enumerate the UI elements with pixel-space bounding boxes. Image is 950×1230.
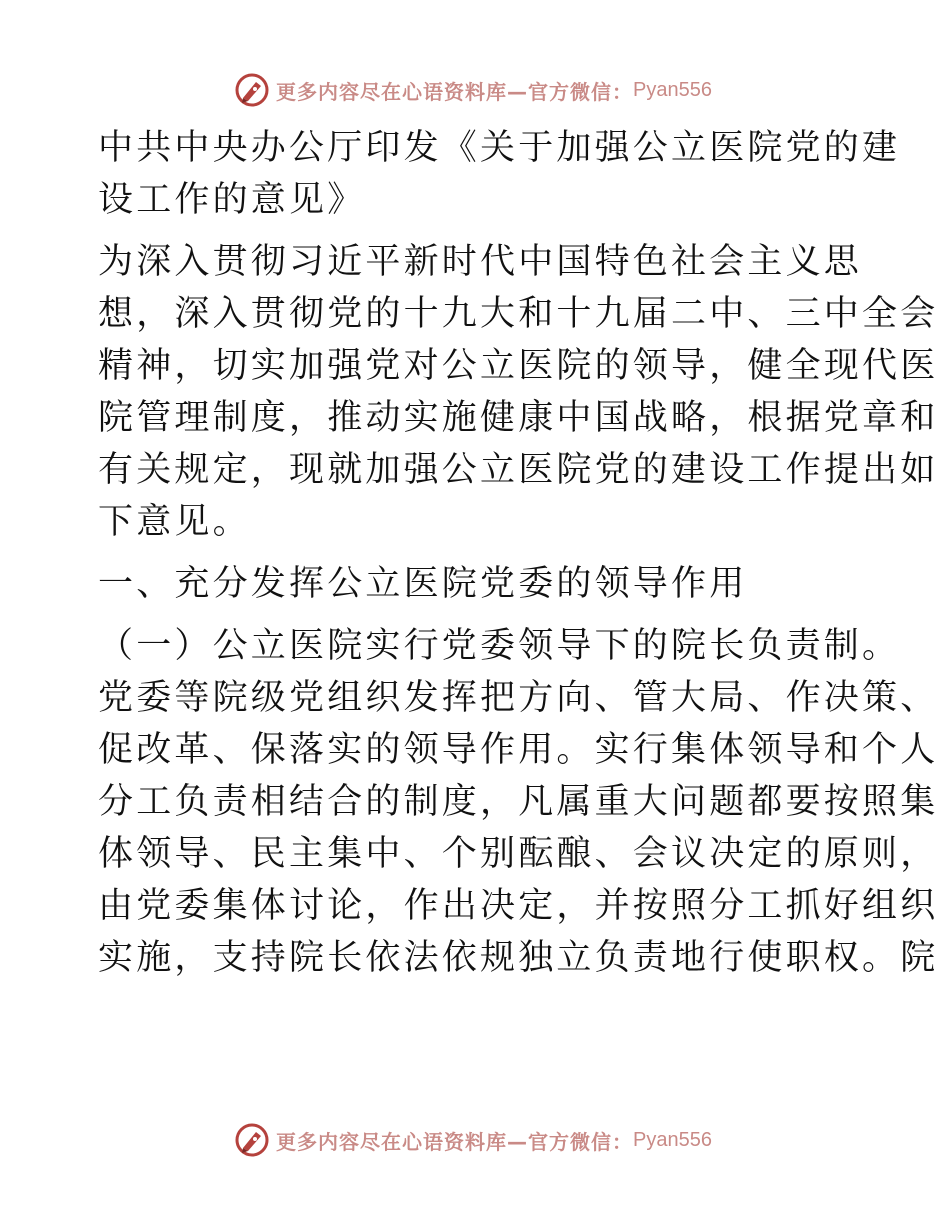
document-body (98, 122, 939, 984)
paragraph-line: 下意见。 (98, 502, 251, 542)
paragraph-line: 为深入贯彻习近平新时代中国特色社会主义思 (98, 242, 863, 282)
paragraph-line: 党委等院级党组织发挥把方向、管大局、作决策、 (98, 678, 939, 718)
paragraph-line: 由党委集体讨论，作出决定，并按照分工抓好组织 (98, 886, 939, 926)
watermark-wechat-id: Pyan556 (633, 1128, 712, 1151)
paragraph-line: 体领导、民主集中、个别酝酿、会议决定的原则， (98, 834, 939, 874)
section-heading: 一、充分发挥公立医院党委的领导作用 (98, 564, 748, 604)
paragraph-line: 实施，支持院长依法依规独立负责地行使职权。院 (98, 938, 939, 978)
watermark-footer (234, 1120, 712, 1160)
paragraph-line: 有关规定，现就加强公立医院党的建设工作提出如 (98, 450, 939, 490)
section-paragraph (98, 620, 939, 984)
paragraph-line: 想，深入贯彻党的十九大和十九届二中、三中全会 (98, 294, 939, 334)
pen-logo-icon (234, 72, 270, 108)
paragraph-line: 精神，切实加强党对公立医院的领导，健全现代医 (98, 346, 939, 386)
title-line: 设工作的意见》 (98, 180, 366, 220)
paragraph-line: 促改革、保落实的领导作用。实行集体领导和个人 (98, 730, 939, 770)
intro-paragraph (98, 236, 939, 548)
watermark-text: 更多内容尽在心语资料库—官方微信： (276, 1129, 633, 1154)
watermark-wechat-id: Pyan556 (633, 78, 712, 101)
pen-logo-icon (234, 1122, 270, 1158)
paragraph-line: 院管理制度，推动实施健康中国战略，根据党章和 (98, 398, 939, 438)
watermark-header (234, 70, 712, 110)
document-title (98, 122, 901, 226)
watermark-text: 更多内容尽在心语资料库—官方微信： (276, 79, 633, 104)
title-line: 中共中央办公厅印发《关于加强公立医院党的建 (98, 128, 901, 168)
paragraph-line: 分工负责相结合的制度，凡属重大问题都要按照集 (98, 782, 939, 822)
paragraph-line: （一）公立医院实行党委领导下的院长负责制。 (98, 626, 901, 666)
